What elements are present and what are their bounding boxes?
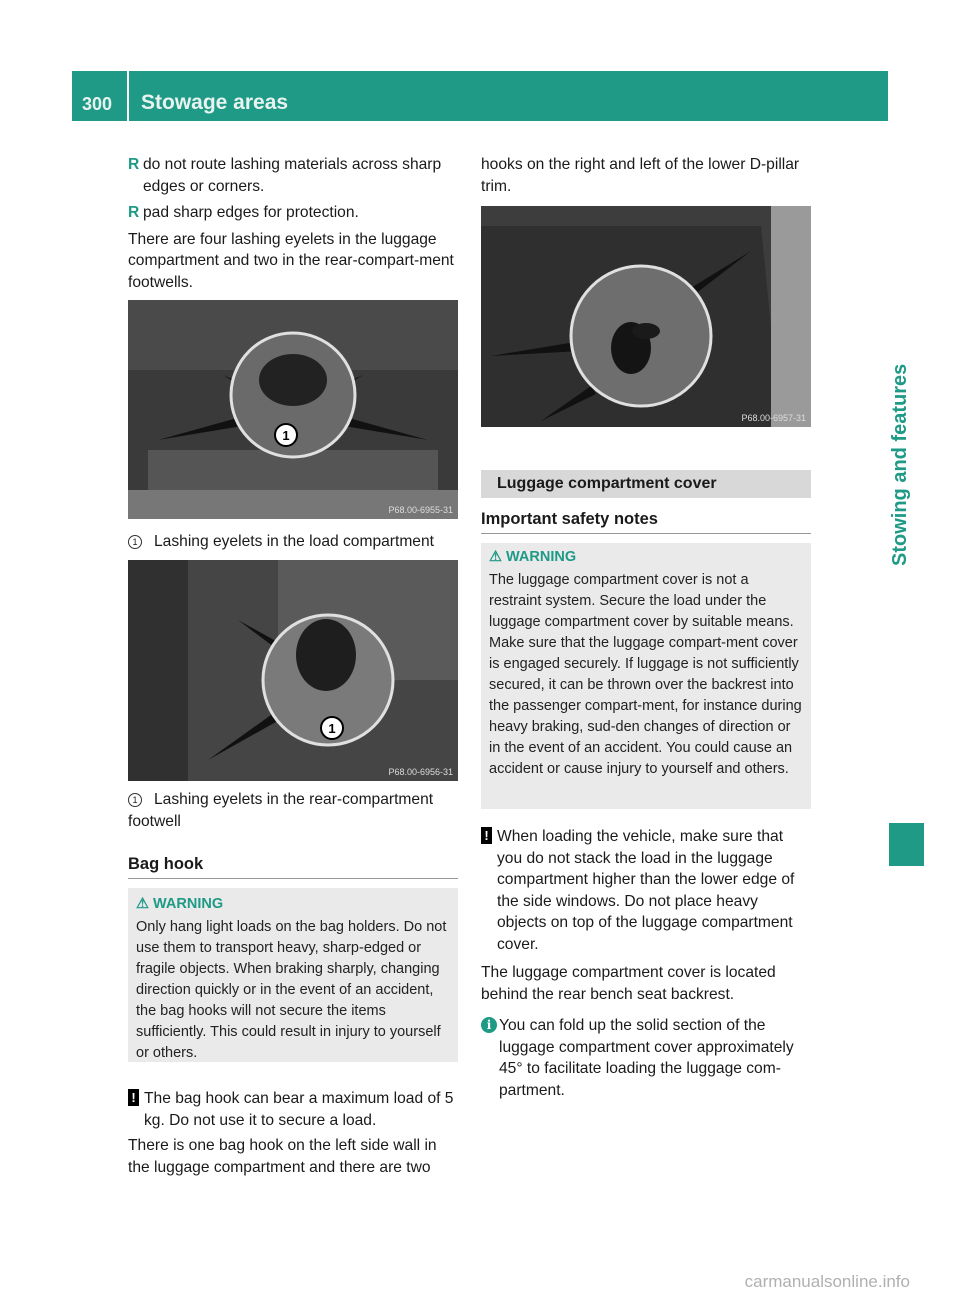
bullet-item: R do not route lashing materials across sharp edges or corners. [128, 156, 442, 195]
warning-text: The luggage compartment cover is not a restraint system. Secure the load under the luggage compartment cover by suitable means. Make sure that the luggage compart-ment cover is engaged securely. If luggage is not sufficiently secured, it can be thrown over the backrest into the passenger compart-ment, for instance during heavy braking, sud-den changes of direction or in the event of an accident. You could cause an accident or cause injury to yourself and others. [489, 572, 802, 777]
subheading-safety-notes: Important safety notes [481, 510, 658, 528]
paragraph-hooks-d-pillar: hooks on the right and left of the lower D-pillar trim. [481, 156, 800, 195]
attention-icon: ! [128, 1089, 139, 1106]
photo-rear-footwell [128, 560, 458, 781]
warning-title: ⚠ WARNING [489, 549, 577, 565]
warning-title: ⚠ WARNING [136, 896, 224, 912]
photo-callout-number: 1 [328, 721, 336, 736]
section-band-luggage-cover: Luggage compartment cover [481, 470, 811, 498]
warning-box-luggage-cover [481, 543, 811, 809]
left-intro [128, 154, 460, 293]
info-note-fold-cover: i You can fold up the solid section of the luggage compartment cover approximately 45° to facilitate loading the luggage com-partment. [481, 1015, 815, 1101]
watermark: carmanualsonline.info [744, 1272, 910, 1291]
photo-code: P68.00-6956-31 [388, 767, 453, 777]
side-chapter-marker [889, 823, 924, 866]
bullet-item: R pad sharp edges for protection. [128, 204, 359, 221]
caption-photo-1: 1 Lashing eyelets in the load compartment [128, 531, 460, 553]
page-title: Stowage areas [141, 91, 289, 114]
paragraph-cover-location: The luggage compartment cover is located behind the rear bench seat backrest. [481, 964, 776, 1003]
caption-number: 1 [128, 793, 142, 807]
warning-box-bag-hook [128, 888, 458, 1062]
heading-rule [481, 533, 811, 534]
photo-code: P68.00-6955-31 [388, 505, 453, 515]
note-load-height: ! When loading the vehicle, make sure that you do not stack the load in the luggage compartment higher than the lower edge of the side windows. Do not place heavy objects on top of the luggage compartment cover. [481, 826, 811, 955]
side-chapter-label: Stowing and features [889, 363, 911, 567]
header-divider [127, 71, 129, 121]
paragraph: There are four lashing eyelets in the luggage compartment and two in the rear-compart-ment footwells. [128, 230, 454, 291]
caption-number: 1 [128, 535, 142, 549]
photo-bag-hook [481, 206, 811, 427]
caption-photo-2: 1 Lashing eyelets in the rear-compartment footwell [128, 791, 434, 830]
photo-callout-number: 1 [282, 428, 290, 443]
note-bag-hook-load: ! The bag hook can bear a maximum load of 5 kg. Do not use it to secure a load. [128, 1088, 460, 1131]
attention-icon: ! [481, 827, 492, 844]
info-icon: i [481, 1017, 497, 1033]
warning-text: Only hang light loads on the bag holders. Do not use them to transport heavy, sharp-edged or fragile objects. When braking sharply, changing direction quickly or in the event of an accident, the bag hooks will not secure the items sufficiently. This could result in injury to yourself or others. [136, 919, 447, 1061]
photo-code: P68.00-6957-31 [741, 413, 806, 423]
heading-rule [128, 878, 458, 879]
paragraph-bag-hook-location: There is one bag hook on the left side wall in the luggage compartment and there are two [128, 1137, 437, 1176]
page-number: 300 [82, 94, 113, 114]
section-heading-bag-hook: Bag hook [128, 855, 204, 873]
photo-load-compartment [128, 300, 458, 519]
